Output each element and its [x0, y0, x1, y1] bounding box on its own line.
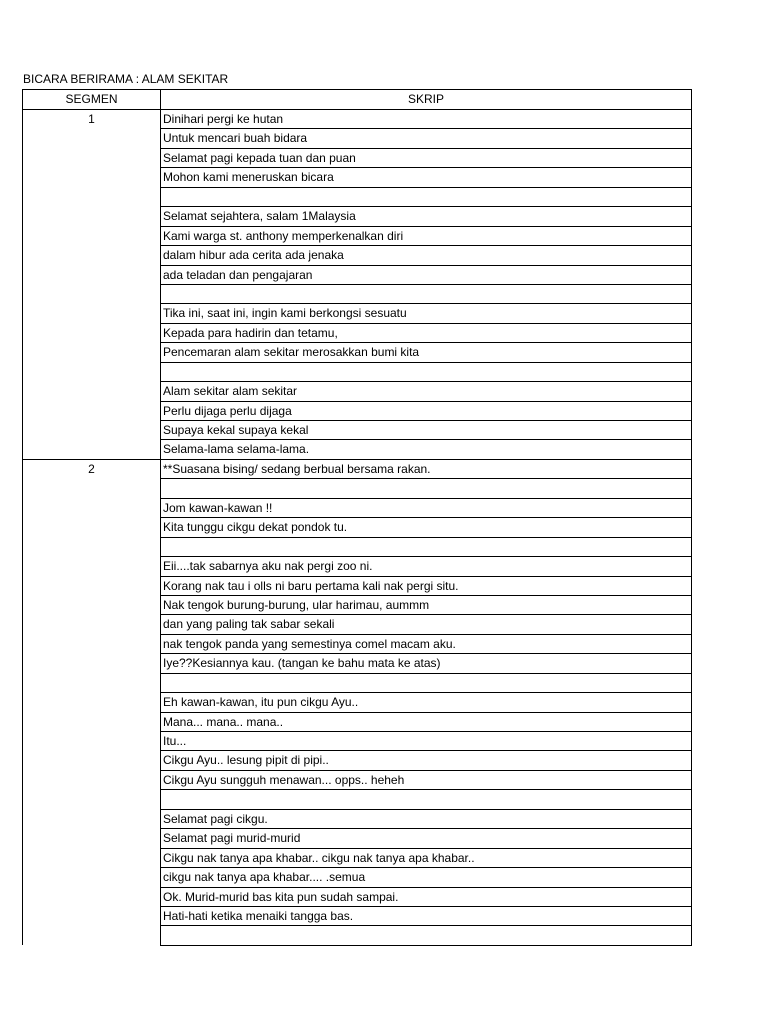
script-line: Supaya kekal supaya kekal [161, 421, 692, 440]
script-line: Perlu dijaga perlu dijaga [161, 401, 692, 420]
script-table [22, 89, 692, 946]
script-line: ada teladan dan pengajaran [161, 265, 692, 284]
script-line: Tika ini, saat ini, ingin kami berkongsi sesuatu [161, 304, 692, 323]
script-line: Dinihari pergi ke hutan [161, 110, 692, 129]
script-line: Pencemaran alam sekitar merosakkan bumi kita [161, 343, 692, 362]
script-line: Cikgu nak tanya apa khabar.. cikgu nak tanya apa khabar.. [161, 848, 692, 867]
script-line [161, 187, 692, 206]
script-line: Untuk mencari buah bidara [161, 129, 692, 148]
script-line: Eii....tak sabarnya aku nak pergi zoo ni. [161, 557, 692, 576]
script-line: Selamat pagi murid-murid [161, 829, 692, 848]
script-line: Cikgu Ayu sungguh menawan... opps.. heheh [161, 770, 692, 789]
script-line: Korang nak tau i olls ni baru pertama kali nak pergi situ. [161, 576, 692, 595]
script-table-body [23, 110, 692, 946]
script-line: Iye??Kesiannya kau. (tangan ke bahu mata ke atas) [161, 654, 692, 673]
script-line [161, 790, 692, 809]
script-line: dan yang paling tak sabar sekali [161, 615, 692, 634]
script-line: Nak tengok burung-burung, ular harimau, aummm [161, 595, 692, 614]
script-line: Selamat sejahtera, salam 1Malaysia [161, 207, 692, 226]
script-line: Kepada para hadirin dan tetamu, [161, 323, 692, 342]
script-line: Selamat pagi kepada tuan dan puan [161, 148, 692, 167]
segment-number: 2 [23, 459, 161, 945]
script-line: Jom kawan-kawan !! [161, 498, 692, 517]
script-line: Hati-hati ketika menaiki tangga bas. [161, 906, 692, 925]
script-line: dalam hibur ada cerita ada jenaka [161, 246, 692, 265]
header-row [23, 90, 692, 110]
script-line [161, 284, 692, 303]
script-line: Kami warga st. anthony memperkenalkan diri [161, 226, 692, 245]
script-line: nak tengok panda yang semestinya comel macam aku. [161, 634, 692, 653]
script-line: Selama-lama selama-lama. [161, 440, 692, 459]
script-line [161, 537, 692, 556]
script-line: Mana... mana.. mana.. [161, 712, 692, 731]
script-column-header: SKRIP [161, 90, 692, 110]
segment-column-header: SEGMEN [23, 90, 161, 110]
document-title: BICARA BERIRAMA : ALAM SEKITAR [23, 72, 229, 86]
script-line: Eh kawan-kawan, itu pun cikgu Ayu.. [161, 693, 692, 712]
script-line [161, 362, 692, 381]
script-line [161, 673, 692, 692]
script-line: Itu... [161, 732, 692, 751]
script-line: cikgu nak tanya apa khabar.... .semua [161, 868, 692, 887]
script-line: Selamat pagi cikgu. [161, 809, 692, 828]
table-row [23, 459, 692, 478]
script-line [161, 479, 692, 498]
script-line: Cikgu Ayu.. lesung pipit di pipi.. [161, 751, 692, 770]
script-line: Kita tunggu cikgu dekat pondok tu. [161, 518, 692, 537]
script-line: Alam sekitar alam sekitar [161, 382, 692, 401]
segment-number: 1 [23, 110, 161, 460]
script-line [161, 926, 692, 945]
script-line: Mohon kami meneruskan bicara [161, 168, 692, 187]
script-line: Ok. Murid-murid bas kita pun sudah sampai. [161, 887, 692, 906]
table-row [23, 110, 692, 129]
script-line: **Suasana bising/ sedang berbual bersama rakan. [161, 459, 692, 478]
